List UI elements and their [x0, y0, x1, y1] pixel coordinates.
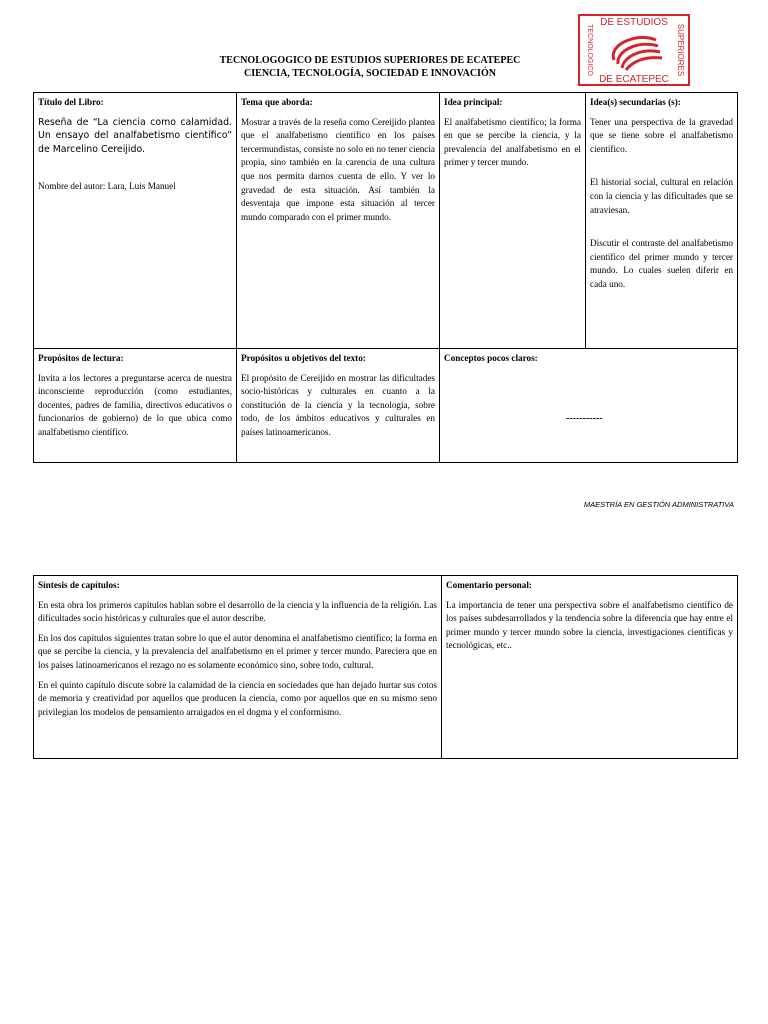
institution-title: TECNOLOGOGICO DE ESTUDIOS SUPERIORES DE ECATEPEC — [219, 55, 521, 66]
secondary-ideas-cell — [586, 93, 738, 349]
synthesis-paragraph: En el quinto capítulo discute sobre la calamidad de la ciencia en sociedades que han dejado hurtar sus cotos de memoria y creatividad por aquellos que producen la ciencia, como por aquellos que en su mismo seno privilegian los modelos de pensamiento arraigados en el dogma y el conformismo. — [38, 679, 437, 717]
unclear-concepts-placeholder: ----------- — [566, 413, 603, 424]
main-idea-cell — [440, 93, 586, 349]
main-idea-label: Idea principal: — [444, 97, 503, 107]
reading-purpose-text: Invita a los lectores a preguntarse acerca de nuestra inconsciente reproducción (como estudiantes, docentes, padres de familia, directivos educativos o funcionarios de gobierno) de lo que ubica como analfabetismo científico. — [38, 372, 232, 437]
text-objectives-label: Propósitos u objetivos del texto: — [241, 353, 366, 363]
unclear-concepts-cell — [440, 349, 738, 463]
institution-logo — [578, 14, 690, 86]
reading-purpose-label: Propósitos de lectura: — [38, 353, 124, 363]
synthesis-paragraph: En los dos capítulos siguientes tratan sobre lo que el autor denomina el analfabetismo científico; la forma en que se percibe la ciencia, y la prevalencia del analfabetismo en el primer y tercer mundo. Pareciera que en los países latinoamericanos el rezago no es solamente económico sino, sobre todo, cultural. — [38, 632, 437, 670]
personal-comment-cell — [442, 576, 738, 759]
secondary-idea-2: El historial social, cultural en relación con la ciencia y las dificultades que se atraviesan. — [590, 177, 733, 215]
book-info-table — [33, 92, 738, 463]
secondary-idea-3: Discutir el contraste del analfabetismo científico del primer mundo y tercer mundo. Lo cuales suelen diferir en cada uno. — [590, 238, 733, 289]
course-title: CIENCIA, TECNOLOGÍA, SOCIEDAD E INNOVACIÓN — [244, 68, 496, 79]
topic-cell — [237, 93, 440, 349]
personal-comment-text: La importancia de tener una perspectiva sobre el analfabetismo científico de los países subdesarrollados y la tendencia sobre la diferencia que hay entre el primer mundo y tercer mundo sobre la ciencia, investigaciones científicas y tecnológicas, etc.. — [446, 599, 733, 651]
author-name: Nombre del autor: Lara, Luis Manuel — [38, 181, 176, 192]
logo-text-left: TECNOLOGICO — [586, 24, 593, 76]
text-objectives-text: El propósito de Cereijido en mostrar las dificultades socio-históricas y culturales en cuanto a la constitución de la ciencia y la tecnología, sobre todo, de los ámbitos educativos y culturales en países latinoamericanos. — [241, 372, 435, 437]
logo-text-bottom: DE ECATEPEC — [599, 74, 669, 85]
personal-comment-label: Comentario personal: — [446, 580, 532, 590]
synthesis-table — [33, 575, 738, 759]
secondary-ideas-label: Idea(s) secundarias (s): — [590, 97, 681, 107]
secondary-idea-1: Tener una perspectiva de la gravedad que se tiene sobre el analfabetismo científico. — [590, 116, 733, 154]
book-title-cell — [34, 93, 237, 349]
logo-text-right: SUPERIORES — [676, 23, 685, 77]
chapter-synthesis-label: Síntesis de capítulos: — [38, 580, 120, 590]
book-title-label: Título del Libro: — [38, 97, 104, 107]
main-idea-text: El analfabetismo científico; la forma en que se percibe la ciencia, y la prevalencia del analfabetismo en el primer y tercer mundo. — [444, 116, 581, 168]
book-title-text: Reseña de “La ciencia como calamidad. Un ensayo del analfabetismo científico” de Marcelino Cereijido. — [38, 116, 232, 155]
text-objectives-cell — [237, 349, 440, 463]
logo-text-top: DE ESTUDIOS — [600, 17, 668, 28]
chapter-synthesis-cell — [34, 576, 442, 759]
topic-label: Tema que aborda: — [241, 97, 313, 107]
unclear-concepts-label: Conceptos pocos claros: — [444, 353, 538, 363]
synthesis-paragraph: En esta obra los primeros capítulos hablan sobre el desarrollo de la ciencia y la influencia de la religión. Las dificultades socio históricas y culturales que el autor describe. — [38, 599, 437, 624]
topic-text: Mostrar a través de la reseña como Cereijido plantea que el analfabetismo científico en los países tercermundistas, consiste no solo en no tener ciencia propia, sino también en la carencia de una cultura que nos permita darnos cuenta de ello. Y ver lo gravedad de esta situación. Así también la desventaja que impone esta situación al tercer mundo comparado con el primer mundo. — [241, 116, 435, 222]
reading-purpose-cell — [34, 349, 237, 463]
program-footer: MAESTRÍA EN GESTIÓN ADMINISTRATIVA — [583, 500, 734, 509]
